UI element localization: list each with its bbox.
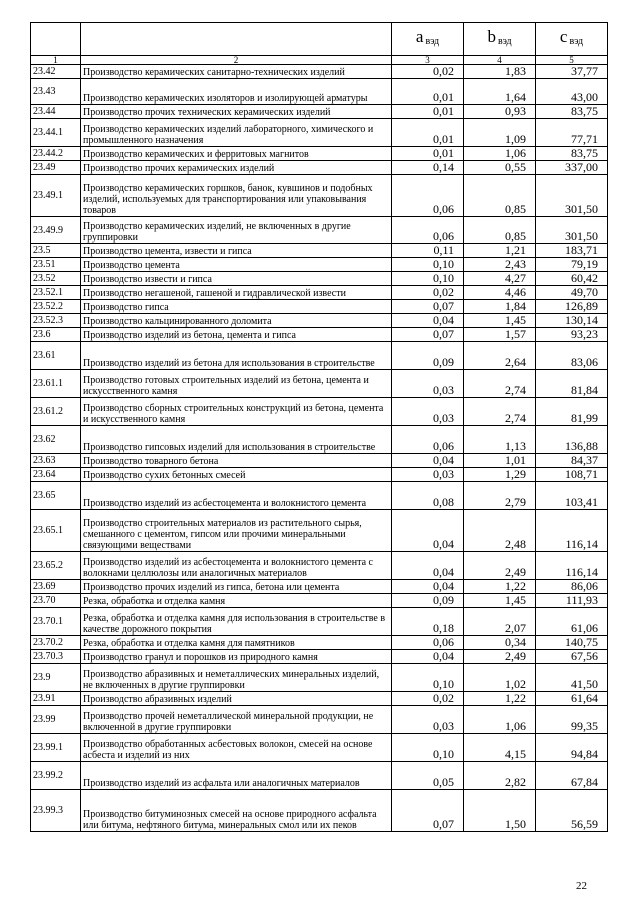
row-value-c: 49,70 <box>536 286 608 300</box>
table-row <box>31 342 608 370</box>
table-row <box>31 175 608 217</box>
row-value-a: 0,08 <box>392 482 464 510</box>
row-activity-name: Производство изделий из асфальта или аналогичных материалов <box>81 762 392 790</box>
row-value-c: 81,84 <box>536 370 608 398</box>
row-value-a: 0,03 <box>392 468 464 482</box>
row-activity-name: Производство гипсовых изделий для использования в строительстве <box>81 426 392 454</box>
row-value-a: 0,09 <box>392 594 464 608</box>
row-value-a: 0,09 <box>392 342 464 370</box>
row-code: 23.49.9 <box>31 217 81 244</box>
row-value-c: 81,99 <box>536 398 608 426</box>
header-col-a <box>392 23 464 56</box>
row-code: 23.44.1 <box>31 119 81 147</box>
table-row <box>31 706 608 734</box>
table-row <box>31 217 608 244</box>
row-code: 23.44.2 <box>31 147 81 161</box>
row-value-b: 2,49 <box>464 552 536 580</box>
row-value-c: 111,93 <box>536 594 608 608</box>
coefficients-table <box>30 22 608 832</box>
row-code: 23.49.1 <box>31 175 81 217</box>
header-col-b-label: b <box>487 27 496 46</box>
table-row <box>31 272 608 286</box>
row-value-b: 0,85 <box>464 217 536 244</box>
row-value-c: 99,35 <box>536 706 608 734</box>
row-value-a: 0,10 <box>392 258 464 272</box>
row-activity-name: Производство извести и гипса <box>81 272 392 286</box>
row-value-a: 0,06 <box>392 175 464 217</box>
header-code-cell <box>31 23 81 56</box>
row-activity-name: Производство прочей неметаллической минеральной продукции, не включенной в другие группировки <box>81 706 392 734</box>
row-code: 23.70.2 <box>31 636 81 650</box>
row-code: 23.61.2 <box>31 398 81 426</box>
row-value-b: 2,64 <box>464 342 536 370</box>
row-activity-name: Производство изделий из бетона для использования в строительстве <box>81 342 392 370</box>
header-col-c-subscript: вэд <box>569 36 584 47</box>
row-value-b: 2,48 <box>464 510 536 552</box>
row-value-a: 0,02 <box>392 65 464 79</box>
row-value-b: 4,46 <box>464 286 536 300</box>
row-value-c: 83,75 <box>536 105 608 119</box>
row-value-b: 1,45 <box>464 594 536 608</box>
table-row <box>31 244 608 258</box>
row-activity-name: Резка, обработка и отделка камня <box>81 594 392 608</box>
page-number: 22 <box>576 880 587 892</box>
column-index-5: 5 <box>536 56 608 65</box>
row-value-b: 2,74 <box>464 370 536 398</box>
column-index-2: 2 <box>81 56 392 65</box>
row-code: 23.43 <box>31 79 81 105</box>
row-code: 23.52.1 <box>31 286 81 300</box>
row-value-c: 93,23 <box>536 328 608 342</box>
header-name-cell <box>81 23 392 56</box>
table-row <box>31 398 608 426</box>
row-value-c: 67,84 <box>536 762 608 790</box>
row-value-b: 0,55 <box>464 161 536 175</box>
row-code: 23.63 <box>31 454 81 468</box>
row-code: 23.42 <box>31 65 81 79</box>
row-activity-name: Производство прочих технических керамических изделий <box>81 105 392 119</box>
row-value-c: 77,71 <box>536 119 608 147</box>
row-value-b: 1,22 <box>464 580 536 594</box>
header-col-b-subscript: вэд <box>497 36 512 47</box>
table-row <box>31 454 608 468</box>
row-value-c: 301,50 <box>536 175 608 217</box>
row-activity-name: Производство изделий из бетона, цемента и гипса <box>81 328 392 342</box>
header-col-c-label: c <box>559 27 568 46</box>
row-code: 23.99 <box>31 706 81 734</box>
row-value-a: 0,04 <box>392 510 464 552</box>
row-code: 23.99.2 <box>31 762 81 790</box>
row-value-c: 140,75 <box>536 636 608 650</box>
row-value-b: 1,29 <box>464 468 536 482</box>
row-value-a: 0,06 <box>392 426 464 454</box>
row-value-b: 1,83 <box>464 65 536 79</box>
row-activity-name: Производство цемента, извести и гипса <box>81 244 392 258</box>
row-value-c: 94,84 <box>536 734 608 762</box>
row-value-b: 1,57 <box>464 328 536 342</box>
table-row <box>31 608 608 636</box>
row-code: 23.69 <box>31 580 81 594</box>
row-value-a: 0,06 <box>392 217 464 244</box>
row-code: 23.91 <box>31 692 81 706</box>
row-code: 23.99.3 <box>31 790 81 832</box>
table-row <box>31 468 608 482</box>
row-activity-name: Производство цемента <box>81 258 392 272</box>
row-value-a: 0,05 <box>392 762 464 790</box>
row-value-b: 2,79 <box>464 482 536 510</box>
table-row <box>31 258 608 272</box>
table-row <box>31 790 608 832</box>
row-code: 23.44 <box>31 105 81 119</box>
row-activity-name: Производство сухих бетонных смесей <box>81 468 392 482</box>
table-row <box>31 692 608 706</box>
row-value-a: 0,07 <box>392 790 464 832</box>
row-code: 23.49 <box>31 161 81 175</box>
row-activity-name: Производство обработанных асбестовых волокон, смесей на основе асбеста и изделий из них <box>81 734 392 762</box>
row-value-c: 103,41 <box>536 482 608 510</box>
row-code: 23.52 <box>31 272 81 286</box>
row-code: 23.70 <box>31 594 81 608</box>
row-code: 23.51 <box>31 258 81 272</box>
table-row <box>31 314 608 328</box>
row-value-a: 0,02 <box>392 692 464 706</box>
table-row <box>31 482 608 510</box>
row-value-a: 0,04 <box>392 552 464 580</box>
row-code: 23.61.1 <box>31 370 81 398</box>
row-value-b: 1,02 <box>464 664 536 692</box>
row-activity-name: Производство абразивных и неметаллических минеральных изделий, не включенных в другие группировки <box>81 664 392 692</box>
row-value-c: 56,59 <box>536 790 608 832</box>
row-activity-name: Производство керамических и ферритовых магнитов <box>81 147 392 161</box>
table-row <box>31 119 608 147</box>
row-value-c: 116,14 <box>536 510 608 552</box>
row-value-b: 2,74 <box>464 398 536 426</box>
row-activity-name: Производство битуминозных смесей на основе природного асфальта или битума, нефтяного битума, минеральных смол или их пеков <box>81 790 392 832</box>
row-value-b: 2,82 <box>464 762 536 790</box>
row-value-a: 0,03 <box>392 370 464 398</box>
row-value-b: 1,09 <box>464 119 536 147</box>
row-value-c: 116,14 <box>536 552 608 580</box>
table-row <box>31 328 608 342</box>
header-col-b <box>464 23 536 56</box>
row-value-b: 1,45 <box>464 314 536 328</box>
header-row <box>31 23 608 56</box>
row-value-b: 1,64 <box>464 79 536 105</box>
row-activity-name: Производство гипса <box>81 300 392 314</box>
row-code: 23.52.2 <box>31 300 81 314</box>
row-value-a: 0,01 <box>392 119 464 147</box>
row-value-b: 0,34 <box>464 636 536 650</box>
table-row <box>31 105 608 119</box>
row-activity-name: Производство товарного бетона <box>81 454 392 468</box>
row-value-c: 301,50 <box>536 217 608 244</box>
row-value-c: 126,89 <box>536 300 608 314</box>
row-value-a: 0,04 <box>392 650 464 664</box>
row-activity-name: Производство изделий из асбестоцемента и волокнистого цемента <box>81 482 392 510</box>
row-value-c: 67,56 <box>536 650 608 664</box>
column-index-4: 4 <box>464 56 536 65</box>
row-value-a: 0,03 <box>392 398 464 426</box>
row-activity-name: Производство керамических санитарно-технических изделий <box>81 65 392 79</box>
row-value-a: 0,01 <box>392 105 464 119</box>
row-activity-name: Производство прочих изделий из гипса, бетона или цемента <box>81 580 392 594</box>
row-activity-name: Производство керамических изделий, не включенных в другие группировки <box>81 217 392 244</box>
row-value-a: 0,18 <box>392 608 464 636</box>
row-value-c: 79,19 <box>536 258 608 272</box>
row-value-c: 337,00 <box>536 161 608 175</box>
row-code: 23.65.1 <box>31 510 81 552</box>
table-row <box>31 286 608 300</box>
row-value-c: 130,14 <box>536 314 608 328</box>
table-row <box>31 79 608 105</box>
row-value-b: 1,06 <box>464 706 536 734</box>
row-activity-name: Производство керамических изделий лабораторного, химического и промышленного назначения <box>81 119 392 147</box>
row-activity-name: Производство керамических изоляторов и изолирующей арматуры <box>81 79 392 105</box>
row-code: 23.61 <box>31 342 81 370</box>
row-code: 23.52.3 <box>31 314 81 328</box>
row-value-a: 0,11 <box>392 244 464 258</box>
row-activity-name: Производство негашеной, гашеной и гидравлической извести <box>81 286 392 300</box>
row-value-b: 1,50 <box>464 790 536 832</box>
row-code: 23.6 <box>31 328 81 342</box>
row-activity-name: Производство сборных строительных конструкций из бетона, цемента и искусственного камня <box>81 398 392 426</box>
row-value-c: 108,71 <box>536 468 608 482</box>
table-row <box>31 300 608 314</box>
row-value-a: 0,01 <box>392 147 464 161</box>
row-value-c: 60,42 <box>536 272 608 286</box>
table-row <box>31 594 608 608</box>
row-activity-name: Производство прочих керамических изделий <box>81 161 392 175</box>
row-value-b: 0,85 <box>464 175 536 217</box>
row-code: 23.64 <box>31 468 81 482</box>
row-activity-name: Производство кальцинированного доломита <box>81 314 392 328</box>
row-value-a: 0,03 <box>392 706 464 734</box>
row-activity-name: Производство изделий из асбестоцемента и волокнистого цемента с волокнами целлюлозы или аналогичных материалов <box>81 552 392 580</box>
row-value-b: 1,84 <box>464 300 536 314</box>
row-code: 23.9 <box>31 664 81 692</box>
header-col-a-subscript: вэд <box>425 36 440 47</box>
table-row <box>31 510 608 552</box>
row-value-a: 0,10 <box>392 272 464 286</box>
row-activity-name: Резка, обработка и отделка камня для использования в строительстве в качестве дорожного покрытия <box>81 608 392 636</box>
column-index-1: 1 <box>31 56 81 65</box>
row-value-b: 2,49 <box>464 650 536 664</box>
table-row <box>31 426 608 454</box>
row-code: 23.65.2 <box>31 552 81 580</box>
table-row <box>31 580 608 594</box>
row-value-c: 84,37 <box>536 454 608 468</box>
row-activity-name: Производство абразивных изделий <box>81 692 392 706</box>
row-value-b: 1,22 <box>464 692 536 706</box>
table-row <box>31 650 608 664</box>
row-value-b: 1,06 <box>464 147 536 161</box>
row-value-b: 2,07 <box>464 608 536 636</box>
row-activity-name: Резка, обработка и отделка камня для памятников <box>81 636 392 650</box>
row-code: 23.99.1 <box>31 734 81 762</box>
row-activity-name: Производство гранул и порошков из природного камня <box>81 650 392 664</box>
row-value-a: 0,14 <box>392 161 464 175</box>
row-value-a: 0,07 <box>392 328 464 342</box>
row-value-a: 0,06 <box>392 636 464 650</box>
row-activity-name: Производство керамических горшков, банок, кувшинов и подобных изделий, используемых для транспортирования или упаковывания товаров <box>81 175 392 217</box>
row-value-a: 0,04 <box>392 314 464 328</box>
row-activity-name: Производство готовых строительных изделий из бетона, цемента и искусственного камня <box>81 370 392 398</box>
table-row <box>31 636 608 650</box>
row-value-a: 0,02 <box>392 286 464 300</box>
table-row <box>31 370 608 398</box>
table-row <box>31 762 608 790</box>
column-index-3: 3 <box>392 56 464 65</box>
row-value-b: 1,21 <box>464 244 536 258</box>
row-value-c: 41,50 <box>536 664 608 692</box>
row-value-c: 43,00 <box>536 79 608 105</box>
row-code: 23.65 <box>31 482 81 510</box>
header-col-c <box>536 23 608 56</box>
row-value-a: 0,10 <box>392 664 464 692</box>
row-value-c: 61,06 <box>536 608 608 636</box>
table-row <box>31 734 608 762</box>
table-row <box>31 161 608 175</box>
row-code: 23.5 <box>31 244 81 258</box>
row-code: 23.70.1 <box>31 608 81 636</box>
row-value-c: 37,77 <box>536 65 608 79</box>
row-value-b: 1,13 <box>464 426 536 454</box>
row-value-a: 0,01 <box>392 79 464 105</box>
row-value-c: 83,75 <box>536 147 608 161</box>
row-value-c: 136,88 <box>536 426 608 454</box>
row-value-c: 83,06 <box>536 342 608 370</box>
row-activity-name: Производство строительных материалов из растительного сырья, смешанного с цементом, гипсом или прочими минеральными связующими веществами <box>81 510 392 552</box>
row-value-b: 4,15 <box>464 734 536 762</box>
row-value-a: 0,04 <box>392 580 464 594</box>
row-value-b: 2,43 <box>464 258 536 272</box>
row-value-c: 183,71 <box>536 244 608 258</box>
table-row <box>31 147 608 161</box>
row-value-b: 4,27 <box>464 272 536 286</box>
row-code: 23.62 <box>31 426 81 454</box>
row-value-a: 0,10 <box>392 734 464 762</box>
row-code: 23.70.3 <box>31 650 81 664</box>
table-row <box>31 552 608 580</box>
row-value-c: 61,64 <box>536 692 608 706</box>
row-value-b: 0,93 <box>464 105 536 119</box>
header-col-a-label: a <box>415 27 424 46</box>
row-value-a: 0,04 <box>392 454 464 468</box>
row-value-b: 1,01 <box>464 454 536 468</box>
row-value-a: 0,07 <box>392 300 464 314</box>
row-value-c: 86,06 <box>536 580 608 594</box>
table-row <box>31 65 608 79</box>
table-row <box>31 664 608 692</box>
